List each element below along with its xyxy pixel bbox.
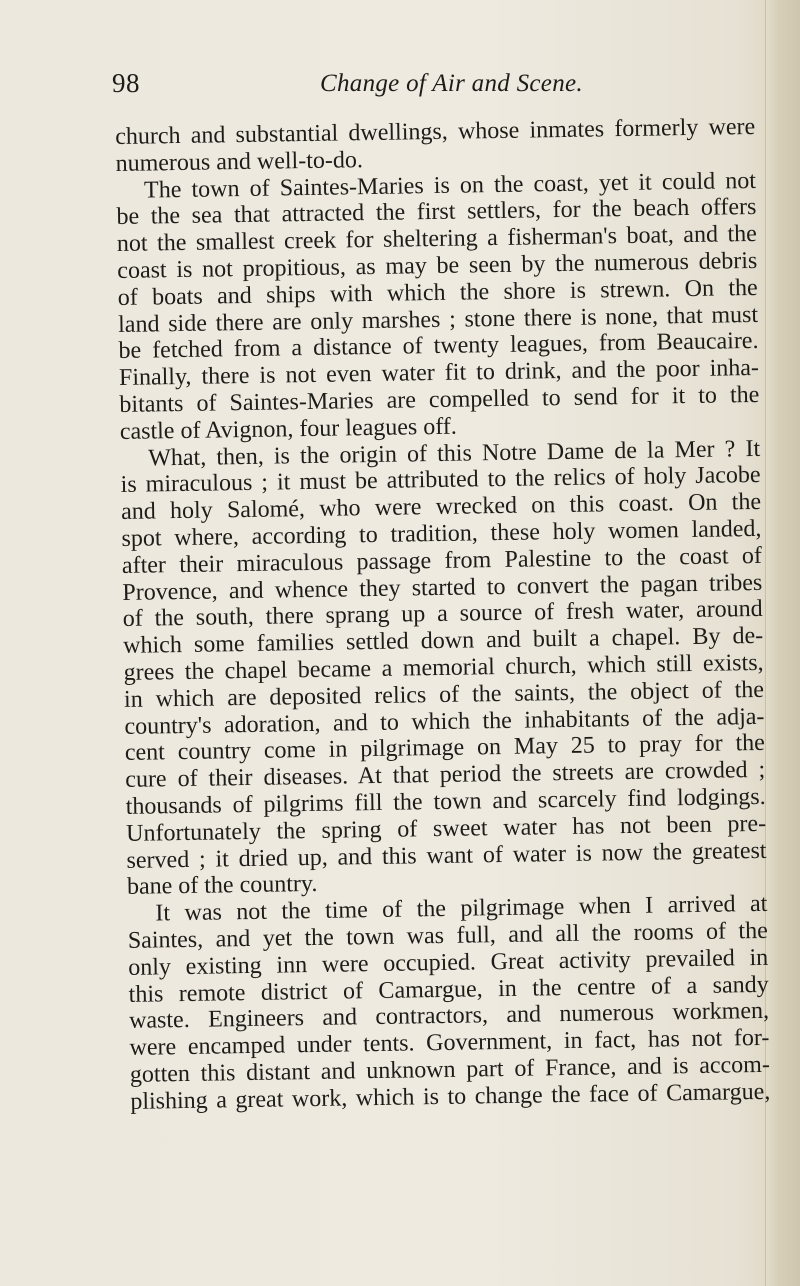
text-line: not the smallest creek for sheltering a fisherman's boat, and the [116,221,758,258]
text-line: Unfortunately the spring of sweet water has not been pre- [125,810,767,847]
text-line: of boats and ships with which the shore is strewn. On the [117,274,758,311]
text-line: Provence, and whence they started to convert the pagan tribes [122,569,763,606]
text-line: bane of the country. [126,871,318,901]
text-line: castle of Avignon, four leagues off. [119,413,458,445]
text-line: Saintes, and yet the town was full, and all the rooms of the [127,917,768,954]
running-title: Change of Air and Scene. [320,70,583,97]
text-line: is miraculous ; it must be attributed to the relics of holy Jacobe [120,462,761,499]
text-line: thousands of pilgrims fill the town and scarcely find lodgings. [125,783,766,820]
text-line: waste. Engineers and contractors, and numerous workmen, [128,998,770,1035]
text-line: land side there are only marshes ; stone there is none, that must [117,301,759,338]
text-line: be the sea that attracted the first settlers, for the beach offers [116,194,757,231]
text-line: coast is not propitious, as may be seen by the numerous debris [117,247,758,284]
text-line: gotten this distant and unknown part of France, and is accom- [129,1051,771,1088]
text-line: only existing inn were occupied. Great activity prevailed in [128,944,769,981]
text-line: after their miraculous passage from Palestine to the coast of [121,542,763,579]
page-number: 98 [112,68,140,98]
text-line: in which are deposited relics of the saints, the object of the [123,676,765,713]
text-line: were encamped under tents. Government, in fact, has not for- [129,1024,770,1061]
page-header [112,68,752,108]
text-line: It was not the time of the pilgrimage when I arrived at [155,890,768,927]
text-line: bitants of Saintes-Maries are compelled to send for it to the [119,381,760,418]
text-line: Finally, there is not even water fit to drink, and the poor inha- [118,355,760,392]
text-line: country's adoration, and to which the inhabitants of the adja- [124,703,765,740]
text-line: numerous and well-to-do. [115,146,364,177]
text-line: which some families settled down and built a chapel. By de- [122,623,764,660]
text-line: of the south, there sprang up a source of fresh water, around [122,596,763,633]
text-line: cure of their diseases. At that period the streets are crowded ; [125,756,766,794]
text-line: cent country come in pilgrimage on May 25 to pray for the [124,730,766,767]
text-line: church and substantial dwellings, whose inmates formerly were [115,113,756,150]
text-line: The town of Saintes-Maries is on the coast, yet it could not [143,167,757,204]
text-line: spot where, according to tradition, these holy women landed, [121,515,762,552]
text-line: What, then, is the origin of this Notre Dame de la Mer ? It [148,435,761,472]
text-line: be fetched from a distance of twenty leagues, from Beaucaire. [118,328,759,365]
text-line: served ; it dried up, and this want of water is now the greatest [126,837,767,874]
text-line: plishing a great work, which is to change the face of Camargue, [130,1078,771,1115]
body-text [115,114,770,1115]
text-line: and holy Salomé, who were wrecked on this coast. On the [120,489,762,526]
text-line: this remote district of Camargue, in the centre of a sandy [128,971,769,1008]
text-line: grees the chapel became a memorial church, which still exists, [123,649,764,686]
